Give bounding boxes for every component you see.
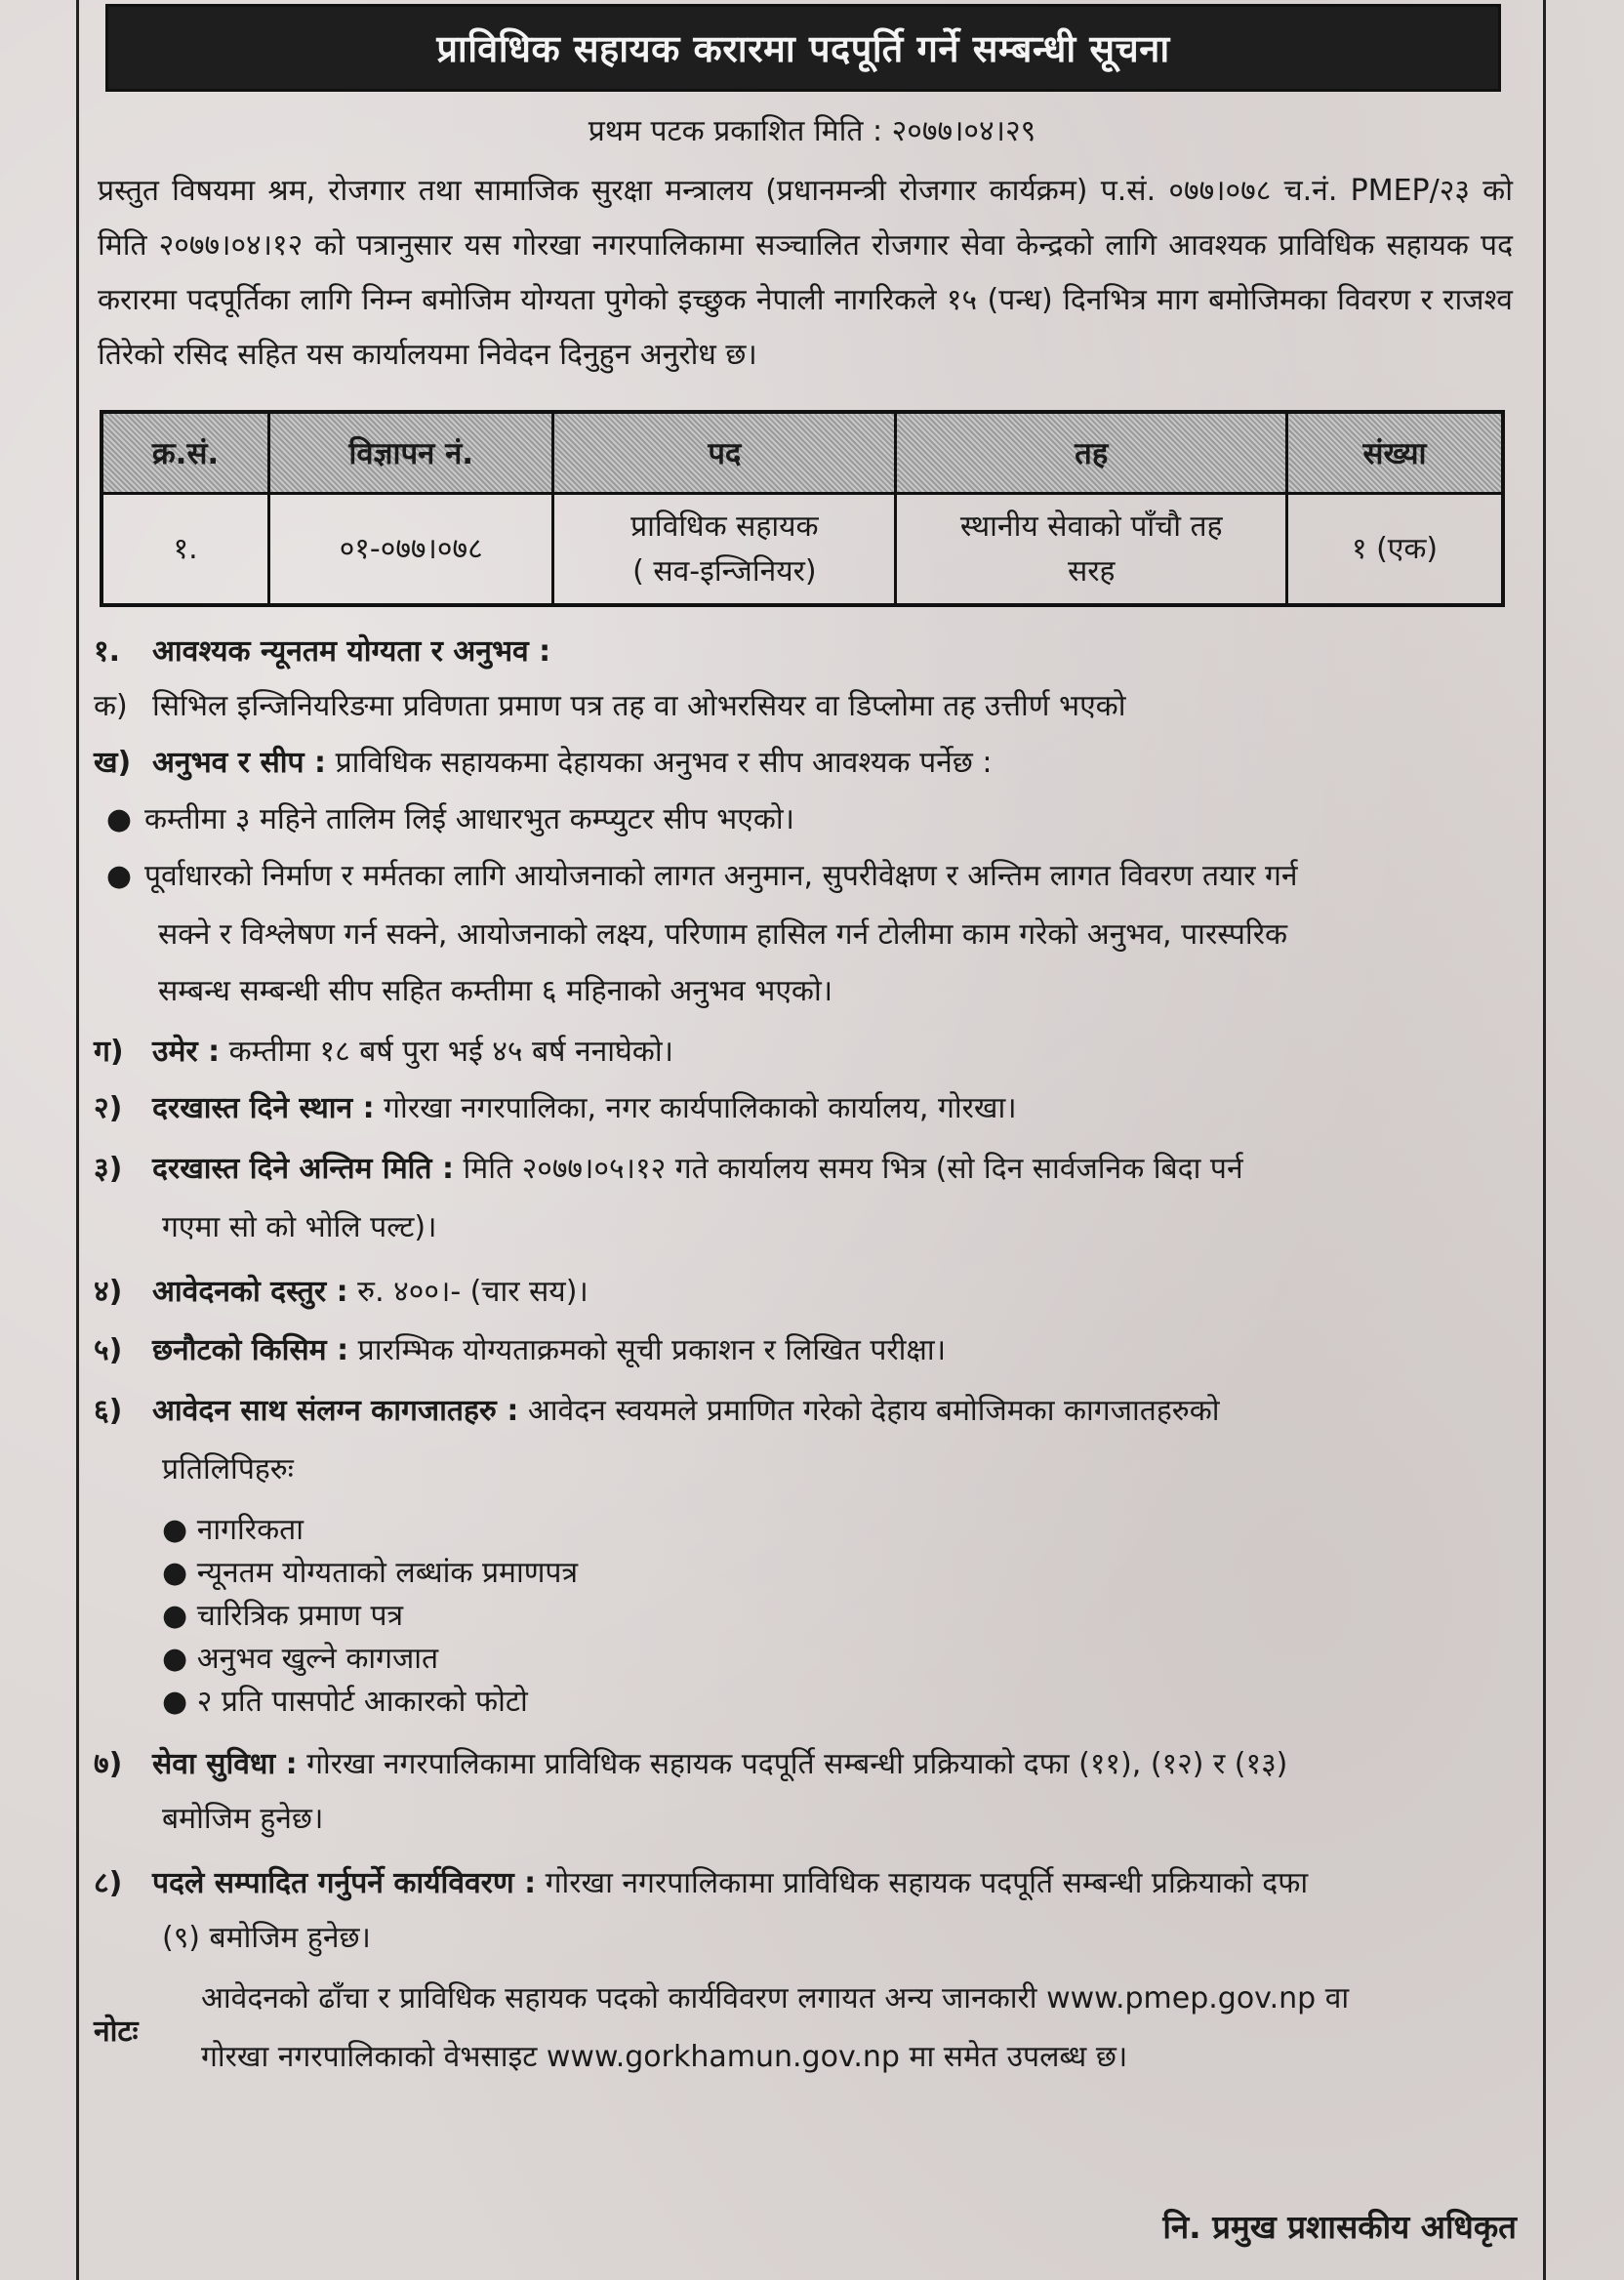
section-3-continued: गएमा सो को भोलि पल्ट)। xyxy=(162,1210,437,1244)
header-sn: क्र.सं. xyxy=(102,412,269,494)
bullet-icon: ● xyxy=(105,802,133,836)
bullet-icon: ● xyxy=(105,859,133,893)
bullet-icon: ● xyxy=(162,1599,197,1633)
vacancy-table xyxy=(100,410,1505,607)
cell-post xyxy=(553,494,896,606)
section-kha: ख) अनुभव र सीप : प्राविधिक सहायकमा देहायका अनुभव र सीप आवश्यक पर्नेछ : xyxy=(94,746,993,780)
bullet-icon: ● xyxy=(162,1513,197,1547)
section-5: ५) छनौटको किसिम : प्रारम्भिक योग्यताक्रमको सूची प्रकाशन र लिखित परीक्षा। xyxy=(94,1333,947,1367)
notice-title: प्राविधिक सहायक करारमा पदपूर्ति गर्ने सम्बन्धी सूचना xyxy=(436,27,1170,70)
post-line2: ( सव-इन्जिनियर) xyxy=(632,553,817,589)
section-1-heading: १. आवश्यक न्यूनतम योग्यता र अनुभव : xyxy=(94,634,551,669)
section-6: ६) आवेदन साथ संलग्न कागजातहरु : आवेदन स्वयमले प्रमाणित गरेको देहाय बमोजिमका कागजातहरुको xyxy=(94,1394,1220,1428)
section-8-continued: (९) बमोजिम हुनेछ। xyxy=(162,1921,371,1955)
section-2: २) दरखास्त दिने स्थान : गोरखा नगरपालिका, नगर कार्यपालिकाको कार्यालय, गोरखा। xyxy=(94,1091,1017,1125)
list-item: ● चारित्रिक प्रमाण पत्र xyxy=(162,1599,404,1633)
list-item-continued: सक्ने र विश्लेषण गर्न सक्ने, आयोजनाको लक्ष्य, परिणाम हासिल गर्न टोलीमा काम गरेको अनुभव, पारस्परिक xyxy=(158,917,1288,952)
header-ad-no: विज्ञापन नं. xyxy=(269,412,553,494)
post-line1: प्राविधिक सहायक xyxy=(630,509,819,544)
signature: नि. प्रमुख प्रशासकीय अधिकृत xyxy=(1162,2208,1517,2246)
section-6-continued: प्रतिलिपिहरुः xyxy=(162,1452,294,1486)
notice-title-bar xyxy=(105,4,1501,92)
section-3: ३) दरखास्त दिने अन्तिम मिति : मिति २०७७।०५।१२ गते कार्यालय समय भित्र (सो दिन सार्वजनिक बिदा पर्न xyxy=(94,1152,1243,1186)
list-item-continued: सम्बन्ध सम्बन्धी सीप सहित कम्तीमा ६ महिनाको अनुभव भएको। xyxy=(158,974,833,1008)
table-row xyxy=(102,494,1503,606)
list-item: ● २ प्रति पासपोर्ट आकारको फोटो xyxy=(162,1685,528,1719)
note-line2: गोरखा नगरपालिकाको वेभसाइट www.gorkhamun.gov.np मा समेत उपलब्ध छ। xyxy=(201,2040,1128,2074)
bullet-icon: ● xyxy=(162,1685,197,1719)
section-8: ८) पदले सम्पादित गर्नुपर्ने कार्यविवरण : गोरखा नगरपालिकामा प्राविधिक सहायक पदपूर्ति सम्बन्धी प्रक्रियाको दफा xyxy=(94,1866,1309,1900)
list-item: ● न्यूनतम योग्यताको लब्धांक प्रमाणपत्र xyxy=(162,1556,579,1590)
header-post: पद xyxy=(553,412,896,494)
note-section xyxy=(94,1972,1519,2085)
published-date: प्रथम पटक प्रकाशित मिति : २०७७।०४।२९ xyxy=(588,114,1036,148)
bullet-icon: ● xyxy=(162,1556,197,1590)
intro-paragraph: प्रस्तुत विषयमा श्रम, रोजगार तथा सामाजिक सुरक्षा मन्त्रालय (प्रधानमन्त्री रोजगार कार्यक्रम) प.सं. ०७७।०७८ च.नं. PMEP/२३ को मिति २०७७।०४।१२ को पत्रानुसार यस गोरखा नगरपालिकामा सञ्चालित रोजगार सेवा केन्द्रको लागि आवश्यक प्राविधिक सहायक पद करारमा पदपूर्तिका लागि निम्न बमोजिम योग्यता पुगेको इच्छुक नेपाली नागरिकले १५ (पन्ध) दिनभित्र माग बमोजिमका विवरण र राजश्व तिरेको रसिद सहित यस कार्यालयमा निवेदन दिनुहुन अनुरोध छ। xyxy=(98,174,1513,372)
table-header-row xyxy=(102,412,1503,494)
note-line1: आवेदनको ढाँचा र प्राविधिक सहायक पदको कार्यविवरण लगायत अन्य जानकारी www.pmep.gov.np वा xyxy=(201,1981,1350,2015)
list-item: ● कम्तीमा ३ महिने तालिम लिई आधारभुत कम्प्युटर सीप भएको। xyxy=(94,793,1519,847)
cell-level xyxy=(896,494,1287,606)
section-4: ४) आवेदनको दस्तुर : रु. ४००।- (चार सय)। xyxy=(94,1275,589,1309)
level-line1: स्थानीय सेवाको पाँचौ तह xyxy=(959,509,1223,544)
cell-ad-no: ०१-०७७।०७८ xyxy=(269,494,553,606)
section-7: ७) सेवा सुविधा : गोरखा नगरपालिकामा प्राविधिक सहायक पदपूर्ति सम्बन्धी प्रक्रियाको दफा (११), (१२) र (१३) xyxy=(94,1747,1288,1781)
list-item: ● पूर्वाधारको निर्माण र मर्मतका लागि आयोजनाको लागत अनुमान, सुपरीवेक्षण र अन्तिम लागत विवरण तयार गर्न xyxy=(94,849,1519,904)
header-level: तह xyxy=(896,412,1287,494)
list-item: ● नागरिकता xyxy=(162,1513,304,1547)
section-ga: ग) उमेर : कम्तीमा १८ बर्ष पुरा भई ४५ बर्ष ननाघेको। xyxy=(94,1035,673,1069)
cell-count: १ (एक) xyxy=(1287,494,1503,606)
cell-sn: १. xyxy=(102,494,269,606)
section-ka: क) सिभिल इन्जिनियरिङमा प्रविणता प्रमाण पत्र तह वा ओभरसियर वा डिप्लोमा तह उत्तीर्ण भएको xyxy=(94,689,1126,723)
section-7-continued: बमोजिम हुनेछ। xyxy=(162,1802,324,1836)
note-label: नोटः xyxy=(94,2015,139,2049)
level-line2: सरह xyxy=(1068,553,1116,589)
header-count: संख्या xyxy=(1287,412,1503,494)
list-item: ● अनुभव खुल्ने कागजात xyxy=(162,1642,439,1676)
bullet-icon: ● xyxy=(162,1642,197,1676)
